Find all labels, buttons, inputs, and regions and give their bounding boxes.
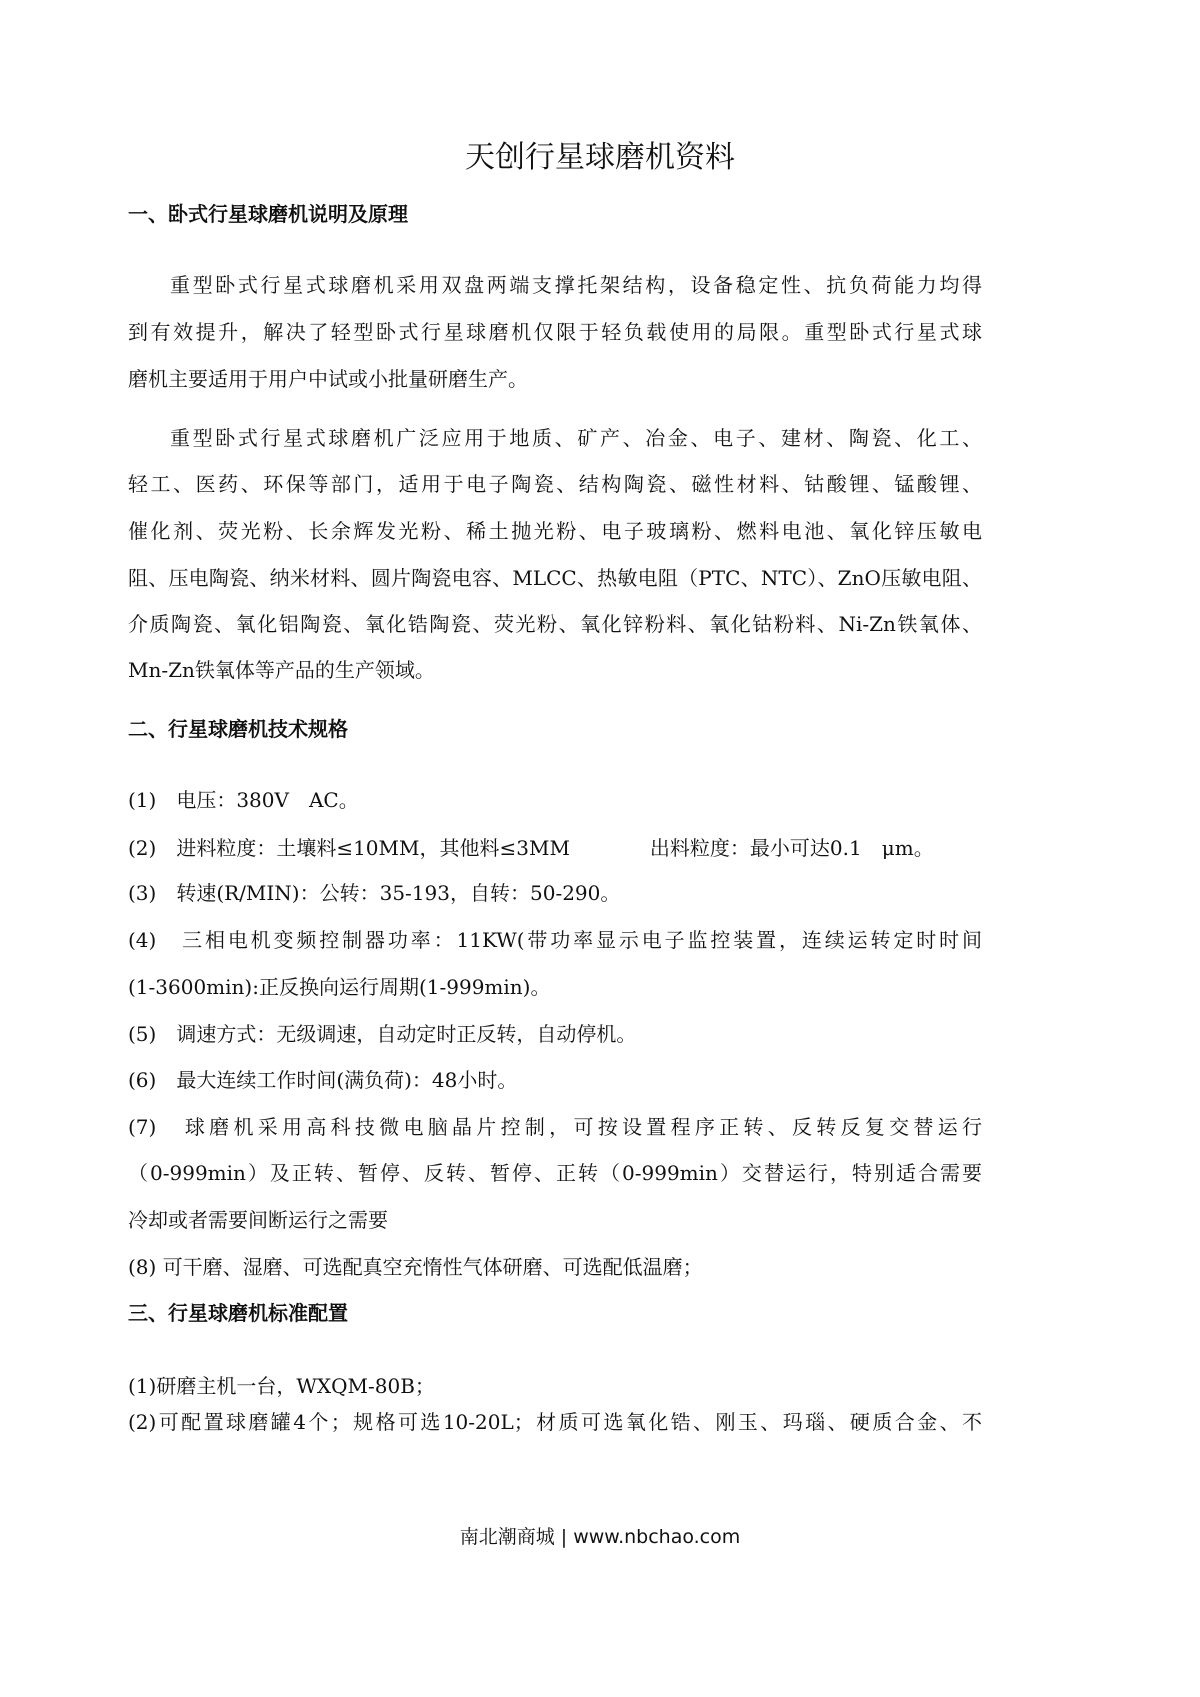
section-heading-2: 二、行星球磨机技术规格: [128, 717, 348, 741]
paragraph-line: Mn-Zn铁氧体等产品的生产领域。: [128, 658, 435, 682]
spec-line: (4) 三相电机变频控制器功率：11KW(带功率显示电子监控装置，连续运转定时时间: [128, 928, 982, 952]
spec-line: （0-999min）及正转、暂停、反转、暂停、正转（0-999min）交替运行，特别适合需要: [128, 1161, 982, 1185]
paragraph-line: 重型卧式行星式球磨机采用双盘两端支撑托架结构，设备稳定性、抗负荷能力均得: [170, 273, 982, 297]
config-line: (1)研磨主机一台，WXQM-80B；: [128, 1374, 435, 1398]
spec-line: (8) 可干磨、湿磨、可选配真空充惰性气体研磨、可选配低温磨；: [128, 1255, 703, 1279]
paragraph-line: 磨机主要适用于用户中试或小批量研磨生产。: [128, 367, 528, 391]
paragraph-line: 催化剂、荧光粉、长余辉发光粉、稀土抛光粉、电子玻璃粉、燃料电池、氧化锌压敏电: [128, 519, 982, 543]
paragraph-line: 阻、压电陶瓷、纳米材料、圆片陶瓷电容、MLCC、热敏电阻（PTC、NTC）、ZnO压敏电阻、: [128, 566, 982, 590]
footer-watermark: 南北潮商城 | www.nbchao.com: [459, 1526, 741, 1548]
section-heading-1: 一、卧式行星球磨机说明及原理: [128, 202, 408, 226]
spec-line: (7) 球磨机采用高科技微电脑晶片控制，可按设置程序正转、反转反复交替运行: [128, 1115, 982, 1139]
paragraph-line: 到有效提升，解决了轻型卧式行星球磨机仅限于轻负载使用的局限。重型卧式行星式球: [128, 320, 982, 344]
paragraph-line: 轻工、医药、环保等部门，适用于电子陶瓷、结构陶瓷、磁性材料、钴酸锂、锰酸锂、: [128, 472, 982, 496]
spec-line: (6) 最大连续工作时间(满负荷)：48小时。: [128, 1068, 518, 1092]
paragraph-line: 介质陶瓷、氧化铝陶瓷、氧化锆陶瓷、荧光粉、氧化锌粉料、氧化钴粉料、Ni-Zn铁氧体、: [128, 612, 982, 636]
spec-line: (1-3600min):正反换向运行周期(1-999min)。: [128, 975, 551, 999]
spec-line: (5) 调速方式：无级调速，自动定时正反转，自动停机。: [128, 1022, 637, 1046]
spec-line: (1) 电压：380V AC。: [128, 788, 359, 812]
config-line: (2)可配置球磨罐4个；规格可选10-20L；材质可选氧化锆、刚玉、玛瑙、硬质合金、不: [128, 1410, 982, 1434]
paragraph-line: 重型卧式行星式球磨机广泛应用于地质、矿产、冶金、电子、建材、陶瓷、化工、: [170, 426, 982, 450]
spec-line: (3) 转速(R/MIN)：公转：35-193，自转：50-290。: [128, 881, 621, 905]
document-title: 天创行星球磨机资料: [465, 140, 735, 175]
spec-line: (2) 进料粒度：土壤料≤10MM，其他料≤3MM 出料粒度：最小可达0.1 μm。: [128, 836, 934, 860]
spec-line: 冷却或者需要间断运行之需要: [128, 1208, 388, 1232]
section-heading-3: 三、行星球磨机标准配置: [128, 1301, 348, 1325]
